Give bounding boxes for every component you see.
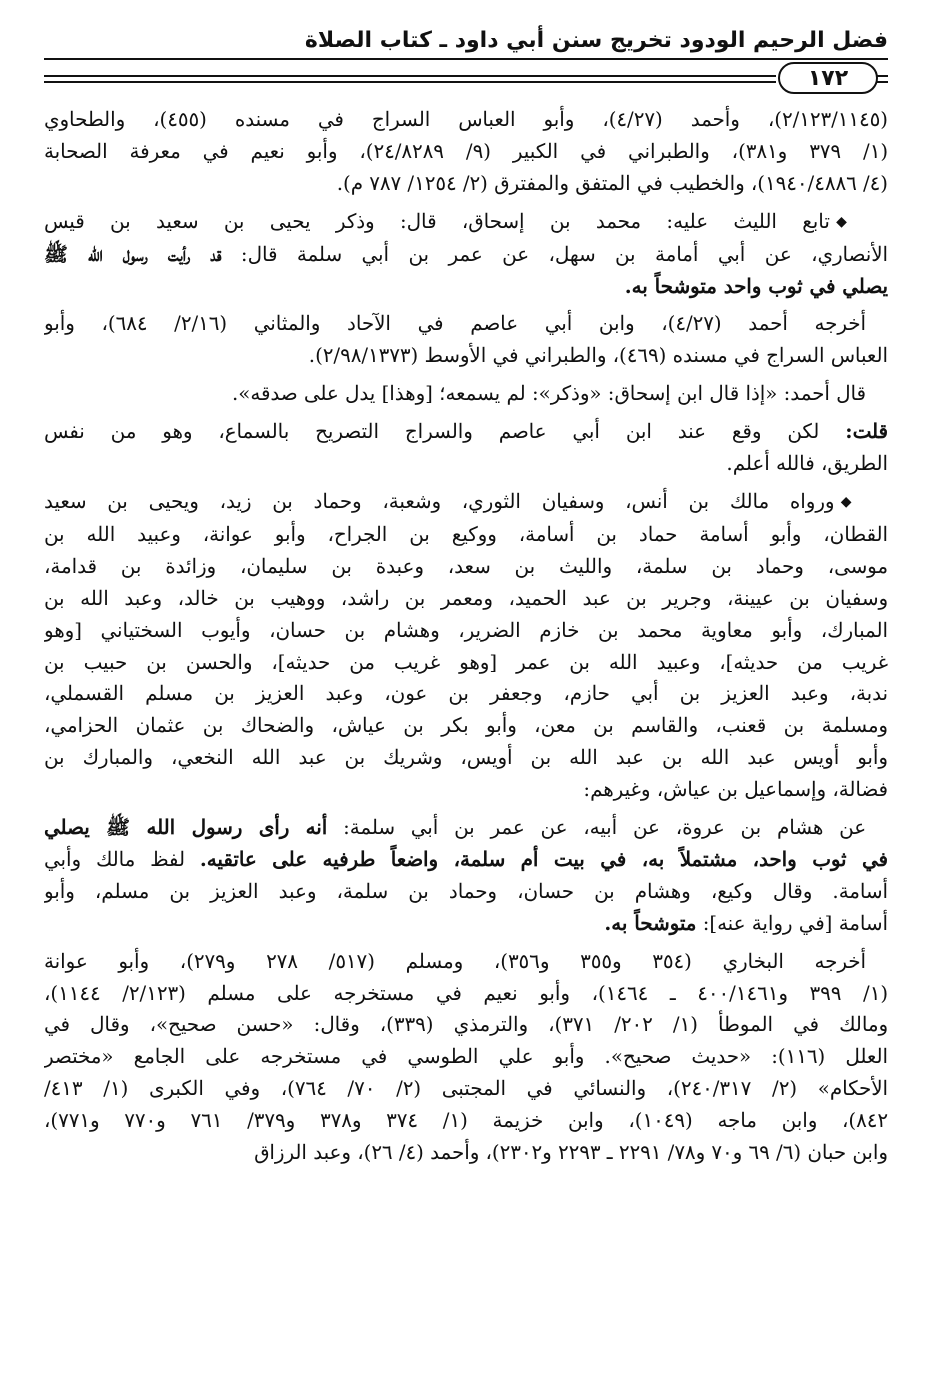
- text-segment: ورواه مالك بن أنس، وسفيان الثوري، وشعبة، وحماد بن زيد، ويحيى بن سعيد: [44, 489, 841, 513]
- header-rule: [44, 58, 888, 98]
- text-line: [44, 774, 888, 806]
- text-segment: ومالك في الموطأ (١/ ٢٠٢/ ٣٧١)، والترمذي (٣٣٩)، وقال: «حسن صحيح»، وقال في: [44, 1013, 888, 1037]
- emphasis-text: أنه رأى رسول الله ﷺ يصلي: [44, 815, 328, 840]
- text-line: [44, 1137, 888, 1169]
- text-segment: الطريق، فالله أعلم.: [726, 452, 888, 476]
- text-line: [44, 978, 888, 1010]
- text-line: [44, 486, 888, 519]
- header-ornament-line: [876, 81, 888, 83]
- text-line: [44, 583, 888, 615]
- text-segment: لفظ مالك وأبي: [44, 847, 200, 871]
- text-line: [44, 812, 888, 844]
- text-segment: لكن وقع عند ابن أبي عاصم والسراج التصريح بالسماع، وهو من نفس: [44, 420, 846, 444]
- header-ornament-line: [44, 81, 776, 83]
- text-line: [44, 271, 888, 303]
- text-segment: (٤/ ١٩٤٠/٤٨٨٦)، والخطيب في المتفق والمفترق (٢/ ١٢٥٤/ ٧٨٧ م).: [336, 171, 888, 195]
- text-line: [44, 946, 888, 978]
- text-segment: الأنصاري، عن أبي أمامة بن سهل، عن عمر بن أبي سلمة قال:: [221, 242, 888, 266]
- paragraph: [44, 308, 888, 372]
- text-line: [44, 104, 888, 136]
- text-segment: أسامة. وقال وكيع، وهشام بن حسان، وحماد بن سلمة، وعبد العزيز بن مسلم، وأبو: [44, 879, 888, 903]
- text-line: [44, 378, 888, 410]
- running-title: فضل الرحيم الودود تخريج سنن أبي داود ـ كتاب الصلاة: [304, 28, 888, 53]
- text-line: [44, 340, 888, 372]
- paragraph: [44, 416, 888, 480]
- text-segment: (٢/١٢٣/١١٤٥)، وأحمد (٤/٢٧)، وأبو العباس السراج في مسنده (٤٥٥)، والطحاوي: [44, 108, 888, 131]
- text-line: [44, 168, 888, 200]
- text-line: [44, 742, 888, 774]
- text-line: [44, 647, 888, 679]
- text-segment: وأبو أويس عبد الله بن عبد الله بن أويس، وشريك بن عبد الله النخعي، والمبارك بن: [44, 746, 888, 770]
- text-line: [44, 1041, 888, 1073]
- emphasis-text: متوشحاً به.: [604, 910, 697, 935]
- text-segment: (١/ ٣٧٩ و٣٨١)، والطبراني في الكبير (٩/ ٢٤/٨٢٨٩)، وأبو نعيم في معرفة الصحابة: [44, 139, 888, 163]
- text-segment: القطان، وأبو أسامة حماد بن أسامة، ووكيع بن الجراح، وأبو عوانة، وعبيد الله بن: [44, 522, 888, 546]
- text-segment: العباس السراج في مسنده (٤٦٩)، والطبراني في الأوسط (٢/٩٨/١٣٧٣).: [308, 344, 888, 368]
- text-line: [44, 1009, 888, 1041]
- body-text: [44, 104, 888, 1169]
- text-segment: عن هشام بن عروة، عن أبيه، عن عمر بن أبي سلمة:: [327, 816, 866, 840]
- emphasis-text: قلت:: [845, 419, 888, 444]
- text-segment: قال أحمد: «إذا قال ابن إسحاق: «وذكر»: لم يسمعه؛ [وهذا] يدل على صدقه».: [231, 382, 866, 406]
- text-line: [44, 1105, 888, 1137]
- paragraph: [44, 378, 888, 410]
- paragraph: [44, 812, 888, 940]
- text-line: [44, 239, 888, 271]
- text-line: [44, 1073, 888, 1105]
- text-segment: أخرجه البخاري (٣٥٤ و٣٥٥ و٣٥٦)، ومسلم (٥١٧/ ٢٧٨ و٢٧٩)، وأبو عوانة: [44, 949, 867, 973]
- text-segment: العلل (١١٦): «حديث صحيح». وأبو علي الطوسي في مستخرجه على الجامع «مختصر: [44, 1045, 888, 1069]
- text-line: [44, 844, 888, 876]
- text-line: [44, 615, 888, 647]
- text-line: [44, 308, 888, 340]
- text-segment: المبارك، وأبو معاوية محمد بن خازم الضرير، وهشام بن حسان، وأيوب السختياني [وهو: [44, 618, 888, 642]
- text-line: [44, 551, 888, 583]
- header-top-rule: [44, 58, 888, 60]
- paragraph: [44, 104, 888, 200]
- paragraph: [44, 206, 888, 303]
- emphasis-text: يصلي في ثوب واحد متوشحاً به.: [624, 273, 888, 298]
- text-segment: غريب من حديثه]، وعبيد الله بن عمر [وهو غريب من حديثه]، والحسن بن حبيب بن: [44, 650, 888, 674]
- text-line: [44, 908, 888, 940]
- text-segment: وسفيان بن عيينة، وجرير بن عبد الحميد، ومعمر بن راشد، ووهيب بن خالد، وعبد الله بن: [44, 586, 888, 610]
- header-ornament-line: [44, 75, 776, 77]
- text-segment: أخرجه أحمد (٤/٢٧)، وابن أبي عاصم في الآحاد والمثاني (٢/١٦/ ٦٨٤)، وأبو: [44, 312, 867, 336]
- paragraph: [44, 946, 888, 1169]
- text-segment: الأحكام» (٢/ ٢٤٠/٣١٧)، والنسائي في المجتبى (٢/ ٧٠/ ٧٦٤)، وفي الكبرى (١/ ٤١٣/: [44, 1077, 888, 1101]
- text-line: [44, 136, 888, 168]
- bullet-icon: ◆: [840, 493, 866, 510]
- text-segment: (١/ ٣٩٩ و٤٠٠/١٤٦١ ـ ١٤٦٤)، وأبو نعيم في مستخرجه على مسلم (٢/١٢٣/ ١١٤٤)،: [44, 981, 888, 1005]
- paragraph: [44, 486, 888, 806]
- bullet-icon: ◆: [836, 213, 866, 230]
- text-segment: ٨٤٢)، وابن ماجه (١٠٤٩)، وابن خزيمة (١/ ٣٧٤ و٣٧٨ و٣٧٩/ ٧٦١ و٧٧٠ و٧٧١)،: [44, 1109, 888, 1133]
- text-segment: أسامة [في رواية عنه]:: [696, 911, 888, 935]
- text-line: [44, 876, 888, 908]
- text-line: [44, 519, 888, 551]
- emphasis-text: في ثوب واحد، مشتملاً به، في بيت أم سلمة، واضعاً طرفيه على عاتقيه.: [199, 846, 888, 871]
- text-line: [44, 710, 888, 742]
- text-segment: ومسلمة بن قعنب، والقاسم بن معن، وأبو بكر بن عياش، والضحاك بن عثمان الحزامي،: [44, 714, 888, 738]
- text-line: [44, 206, 888, 239]
- text-segment: فضالة، وإسماعيل بن عياش، وغيرهم:: [583, 778, 888, 802]
- text-segment: ندبة، وعبد العزيز بن أبي حازم، وجعفر بن عون، وعبد العزيز بن مسلم القسملي،: [44, 682, 888, 706]
- text-line: [44, 448, 888, 480]
- text-line: [44, 416, 888, 448]
- page-number: ١٧٢: [778, 62, 878, 94]
- text-segment: تابع الليث عليه: محمد بن إسحاق، قال: وذكر يحيى بن سعيد بن قيس: [44, 209, 837, 233]
- text-segment: وابن حبان (٦/ ٦٩ و٧٠ و٧٨/ ٢٢٩١ ـ ٢٢٩٣ و٢٣٠٢)، وأحمد (٤/ ٢٦)، وعبد الرزاق: [254, 1141, 888, 1165]
- emphasis-text: قد رأيت رسول الله ﷺ: [44, 241, 222, 266]
- text-line: [44, 678, 888, 710]
- text-segment: موسى، وحماد بن سلمة، والليث بن سعد، وعبدة بن سليمان، وزائدة بن قدامة،: [44, 554, 888, 578]
